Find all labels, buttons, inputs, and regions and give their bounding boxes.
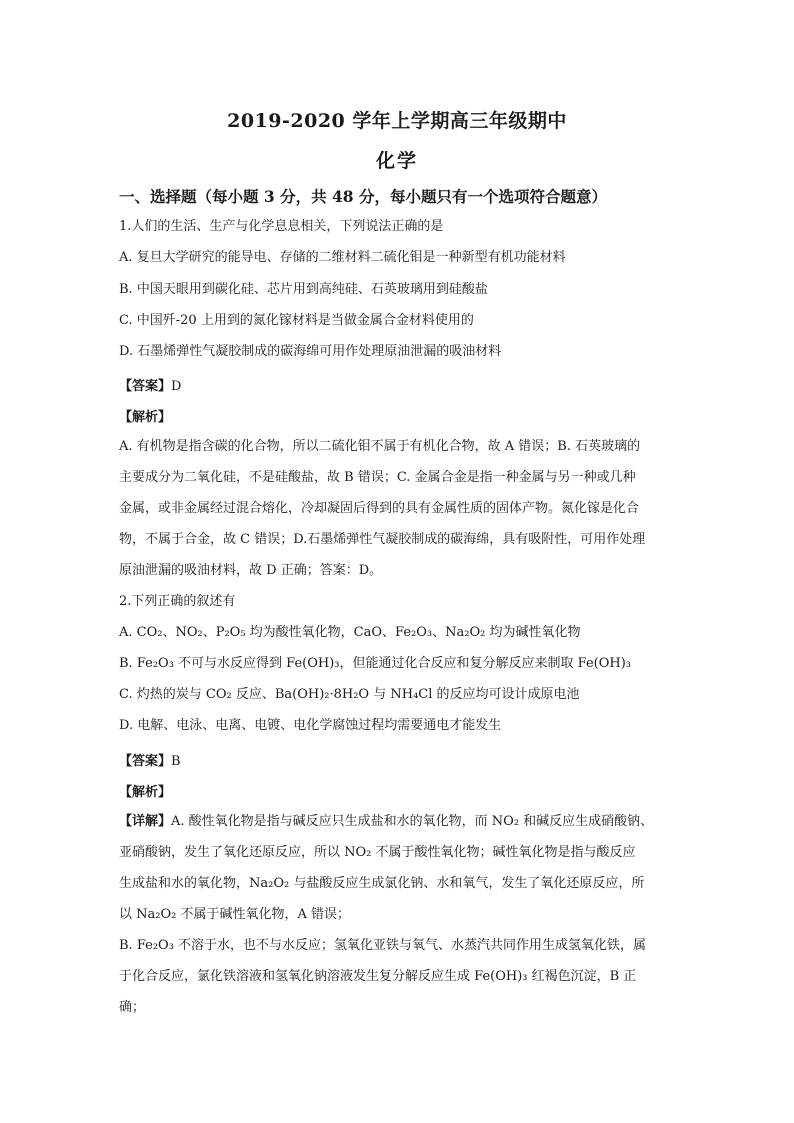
q1-analysis-line: 原油泄漏的吸油材料，故 D 正确；答案：D。 — [119, 563, 383, 578]
q1-answer-value: D — [171, 379, 182, 394]
q2-option-d: D. 电解、电泳、电离、电镀、电化学腐蚀过程均需要通电才能发生 — [119, 718, 502, 733]
q1-analysis-line: 物，不属于合金，故 C 错误；D.石墨烯弹性气凝胶制成的碳海绵，具有吸附性，可用作处理 — [119, 532, 646, 547]
q1-stem: 1.人们的生活、生产与化学息息相关，下列说法正确的是 — [119, 219, 444, 234]
q1-analysis — [119, 431, 675, 586]
q2-analysis-line: 于化合反应，氯化铁溶液和氢氧化钠溶液发生复分解反应生成 Fe(OH)₃ 红褐色沉淀，B 正 — [119, 969, 637, 984]
q2-analysis — [119, 806, 675, 1023]
q2-analysis-line: 确； — [119, 1000, 146, 1015]
q2-answer — [119, 750, 181, 769]
q1-analysis-line: A. 有机物是指含碳的化合物，所以二硫化钼不属于有机化合物，故 A 错误；B. 石英玻璃的 — [119, 439, 641, 454]
q2-detail-label: 【详解】 — [119, 814, 172, 829]
q2-analysis-line: 生成盐和水的氧化物，Na₂O₂ 与盐酸反应生成氯化钠、水和氧气，发生了氧化还原反应，所 — [119, 876, 645, 891]
q2-answer-value: B — [171, 754, 181, 769]
q1-option-d: D. 石墨烯弹性气凝胶制成的碳海绵可用作处理原油泄漏的吸油材料 — [119, 344, 502, 359]
q1-analysis-label-text: 【解析】 — [119, 410, 172, 425]
q2-option-b: B. Fe₂O₃ 不可与水反应得到 Fe(OH)₃，但能通过化合反应和复分解反应来制取 Fe(OH)₃ — [119, 656, 632, 671]
section-heading: 一、选择题（每小题 3 分，共 48 分，每小题只有一个选项符合题意） — [119, 187, 607, 206]
q1-option-b: B. 中国天眼用到碳化硅、芯片用到高纯硅、石英玻璃用到硅酸盐 — [119, 282, 488, 297]
q2-answer-label: 【答案】 — [119, 754, 172, 769]
q2-analysis-label — [119, 781, 171, 800]
q1-analysis-line: 主要成分为二氧化硅，不是硅酸盐，故 B 错误；C. 金属合金是指一种金属与另一种或几种 — [119, 470, 636, 485]
q1-option-c: C. 中国歼-20 上用到的氮化镓材料是当做金属合金材料使用的 — [119, 313, 474, 328]
q2-analysis-line: 以 Na₂O₂ 不属于碱性氧化物，A 错误； — [119, 907, 350, 922]
q1-option-a: A. 复旦大学研究的能导电、存储的二维材料二硫化钼是一种新型有机功能材料 — [119, 250, 566, 265]
q1-answer-label: 【答案】 — [119, 379, 172, 394]
q1-analysis-line: 金属，或非金属经过混合熔化，冷却凝固后得到的具有金属性质的固体产物。氮化镓是化合 — [119, 501, 640, 516]
q2-analysis-line-text: A. 酸性氧化物是指与碱反应只生成盐和水的氧化物，而 NO₂ 和碱反应生成硝酸钠、 — [171, 814, 654, 829]
q1-answer — [119, 375, 181, 394]
page-title: 2019-2020 学年上学期高三年级期中 — [227, 110, 567, 132]
q2-option-c: C. 灼热的炭与 CO₂ 反应、Ba(OH)₂·8H₂O 与 NH₄Cl 的反应均可设计成原电池 — [119, 687, 580, 702]
q1-analysis-label — [119, 406, 171, 425]
q2-analysis-line — [119, 806, 675, 837]
q2-analysis-line: 亚硝酸钠，发生了氧化还原反应，所以 NO₂ 不属于酸性氧化物；碱性氧化物是指与酸反应 — [119, 845, 636, 860]
q2-stem: 2.下列正确的叙述有 — [119, 594, 236, 609]
q2-option-a: A. CO₂、NO₂、P₂O₅ 均为酸性氧化物，CaO、Fe₂O₃、Na₂O₂ 均为碱性氧化物 — [119, 625, 581, 640]
q2-analysis-line: B. Fe₂O₃ 不溶于水，也不与水反应；氢氧化亚铁与氧气、水蒸汽共同作用生成氢氧化铁，属 — [119, 938, 647, 953]
q2-analysis-label-text: 【解析】 — [119, 785, 172, 800]
subject-title: 化学 — [375, 150, 418, 172]
